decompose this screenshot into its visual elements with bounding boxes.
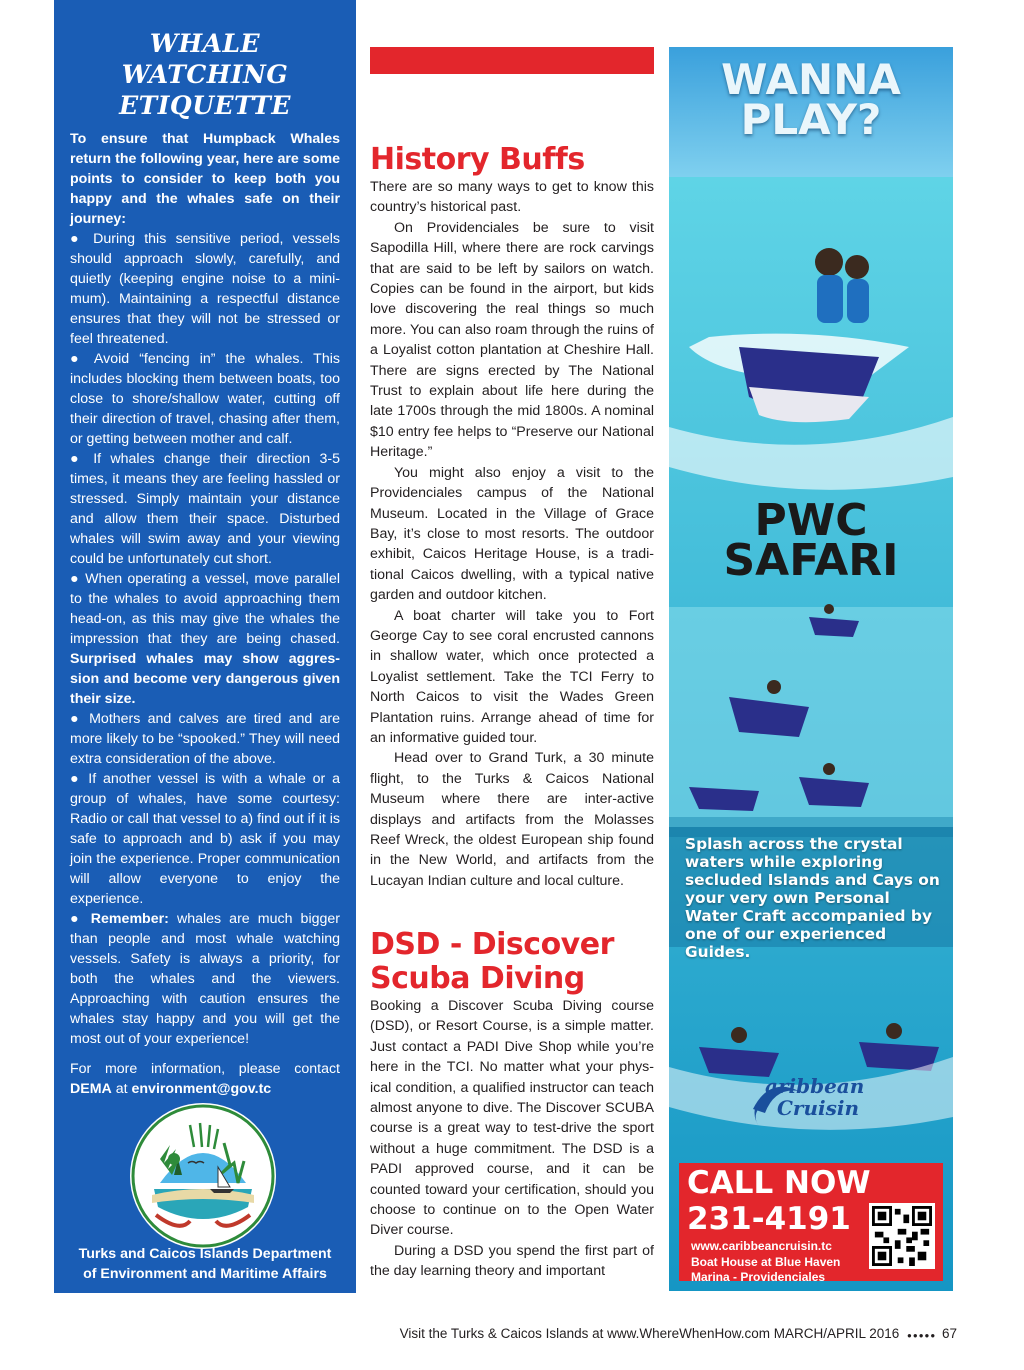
sidebar-bullet: ● Mothers and calves are tired and are more likely to be “spooked.” They will need extra consideration of the above. (70, 711, 340, 767)
dema-caption: Turks and Caicos Islands Department of Environment and Maritime Affairs (78, 1246, 332, 1282)
page-footer (0, 1326, 957, 1341)
sidebar-title: WHALE WATCHING ETIQUETTE (119, 29, 291, 120)
sidebar-bullet: ● If another vessel is with a whale or a group of whales, have some courtesy: Radio or call that vessel to a) find out if it is safe to approach and b) ask if you may join the experience. Proper communication will allow everyone to enjoy the experience. (70, 771, 340, 907)
ad-location: Boat House at Blue Haven Marina - Providenciales (691, 1255, 841, 1284)
page-number: 67 (941, 1326, 957, 1341)
sidebar-bullet: ● If whales change their direction 3-5 times, it means they are feeling hassled or stressed. Simply maintain your distance and allow them their space. Disturbed whales will swim away and your viewing could be unfortunately cut short. (70, 451, 340, 567)
sidebar-bullet: ● During this sensitive period, vessels should approach slowly, carefully, and quietly (keeping engine noise to a mini-mum). Maintaining a respectful distance ensures that they will not be stressed or feel threatened. (70, 231, 340, 347)
qr-code-graphic (872, 1206, 932, 1266)
history-body: There are so many ways to get to know this country’s historical past. On Providenciales be sure to visit Sapodilla Hill, where there are rock carvings that are said to be left by sailors on watch. Copies can be found in the airport, but kids love discovering the real things so much more. You can also roam through the ruins of a Loyalist cotton plantation at Cheshire Hall. There are signs erected by The National Trust to explain about life here during the late 1700s through the mid 1800s. A nominal $10 entry fee helps to “Preserve our National Heritage.” You might also enjoy a visit to the Providenciales campus of the National Museum. Located in the Village of Grace Bay, it’s close to most resorts. The outdoor exhibit, Caicos Heritage House, is a tradi-tional Caicos dwelling, with a typical native garden and outdoor kitchen. A boat charter will take you to Fort George Cay to see coral encrusted cannons in shallow water, which once protected a Loyalist settlement. Take the TCI Ferry to North Caicos to visit the Wades Green Plantation ruins. Arrange ahead of time for an informative guided tour. Head over to Grand Turk, a 30 minute flight, to the Turks & Caicos National Museum where there are inter-active displays and artifacts from the Molasses Reef Wreck, the oldest European ship found in the New World, and artifacts from the Lucayan Indian culture and local culture. (370, 179, 654, 889)
sidebar-bullet: ● When operating a vessel, move parallel to the whales to avoid approaching them head-on, as this may give the whales the impression that they are being chased. Surprised whales may show aggres-sion and become very dangerous given their size. (70, 571, 340, 707)
sidebar-body (70, 129, 340, 1099)
dema-logo (130, 1103, 276, 1249)
footer-text: Visit the Turks & Caicos Islands at www.WhereWhenHow.com MARCH/APRIL 2016 (399, 1326, 900, 1341)
ad-headline-play: PLAY? (740, 95, 882, 144)
ad-safari-title: SAFARI (723, 535, 899, 586)
dsd-section (370, 928, 654, 1282)
whale-etiquette-sidebar (54, 0, 356, 1293)
sidebar-intro: To ensure that Humpback Whales return the following year, here are some points to consider to keep both you happy and the whales safe on their journey: (70, 131, 340, 227)
ad-call-box (679, 1163, 943, 1284)
red-accent-bar (370, 47, 654, 74)
sidebar-bullet: ● Avoid “fencing in” the whales. This includes blocking them between boats, too close to shore/shallow water, cutting off their direction of travel, chasing after them, or getting between mother and calf. (70, 351, 340, 447)
ad-blurb: Splash across the crystal waters while exploring secluded Islands and Cays on your very own Personal Water Craft accompanied by one of our experienced Guides. (685, 835, 940, 961)
pwc-safari-ad (669, 47, 953, 1291)
qr-code-icon[interactable] (869, 1203, 935, 1269)
ad-headline-wanna: WANNA (721, 55, 901, 104)
history-section (370, 143, 654, 891)
footer-dots: ●●●●● (907, 1331, 937, 1340)
contact-email-link[interactable]: environment@gov.tc (131, 1081, 272, 1097)
ad-website-link[interactable]: www.caribbeancruisin.tc (691, 1239, 832, 1253)
dsd-heading: DSD - Discover Scuba Diving (370, 927, 614, 996)
sidebar-bullet: ● Remember: whales are much bigger than people and most whale watching vessels. Safety is always a priority, for both the whales and the viewers. Approaching with caution ensures the whales stay happy and you will get the most out of your experience! (70, 911, 340, 1047)
dema-logo-graphic (130, 1103, 276, 1249)
ad-pwc-title: PWC (754, 495, 868, 546)
sidebar-contact: For more information, please contact DEMA at environment@gov.tc (70, 1061, 340, 1097)
caribbean-cruisin-logo: aribbean Cruisin (765, 1074, 865, 1120)
ad-call-now: CALL NOW (687, 1165, 871, 1201)
history-heading: History Buffs (370, 142, 585, 177)
ad-phone-number[interactable]: 231-4191 (687, 1201, 851, 1237)
dsd-body: Booking a Discover Scuba Diving course (DSD), or Resort Course, is a simple matter. Just contact a PADI Dive Shop while you’re here in the TCI. No matter what your phys-ical condition, a qualified instructor can teach almost anyone to dive. The Discover SCUBA course is a great way to test-drive the sport without a huge commitment. The DSD is a PADI approved course, and it can be counted toward your certification, should you choose to continue on to the Open Water Diver course. During a DSD you spend the first part of the day learning theory and important (370, 998, 654, 1280)
